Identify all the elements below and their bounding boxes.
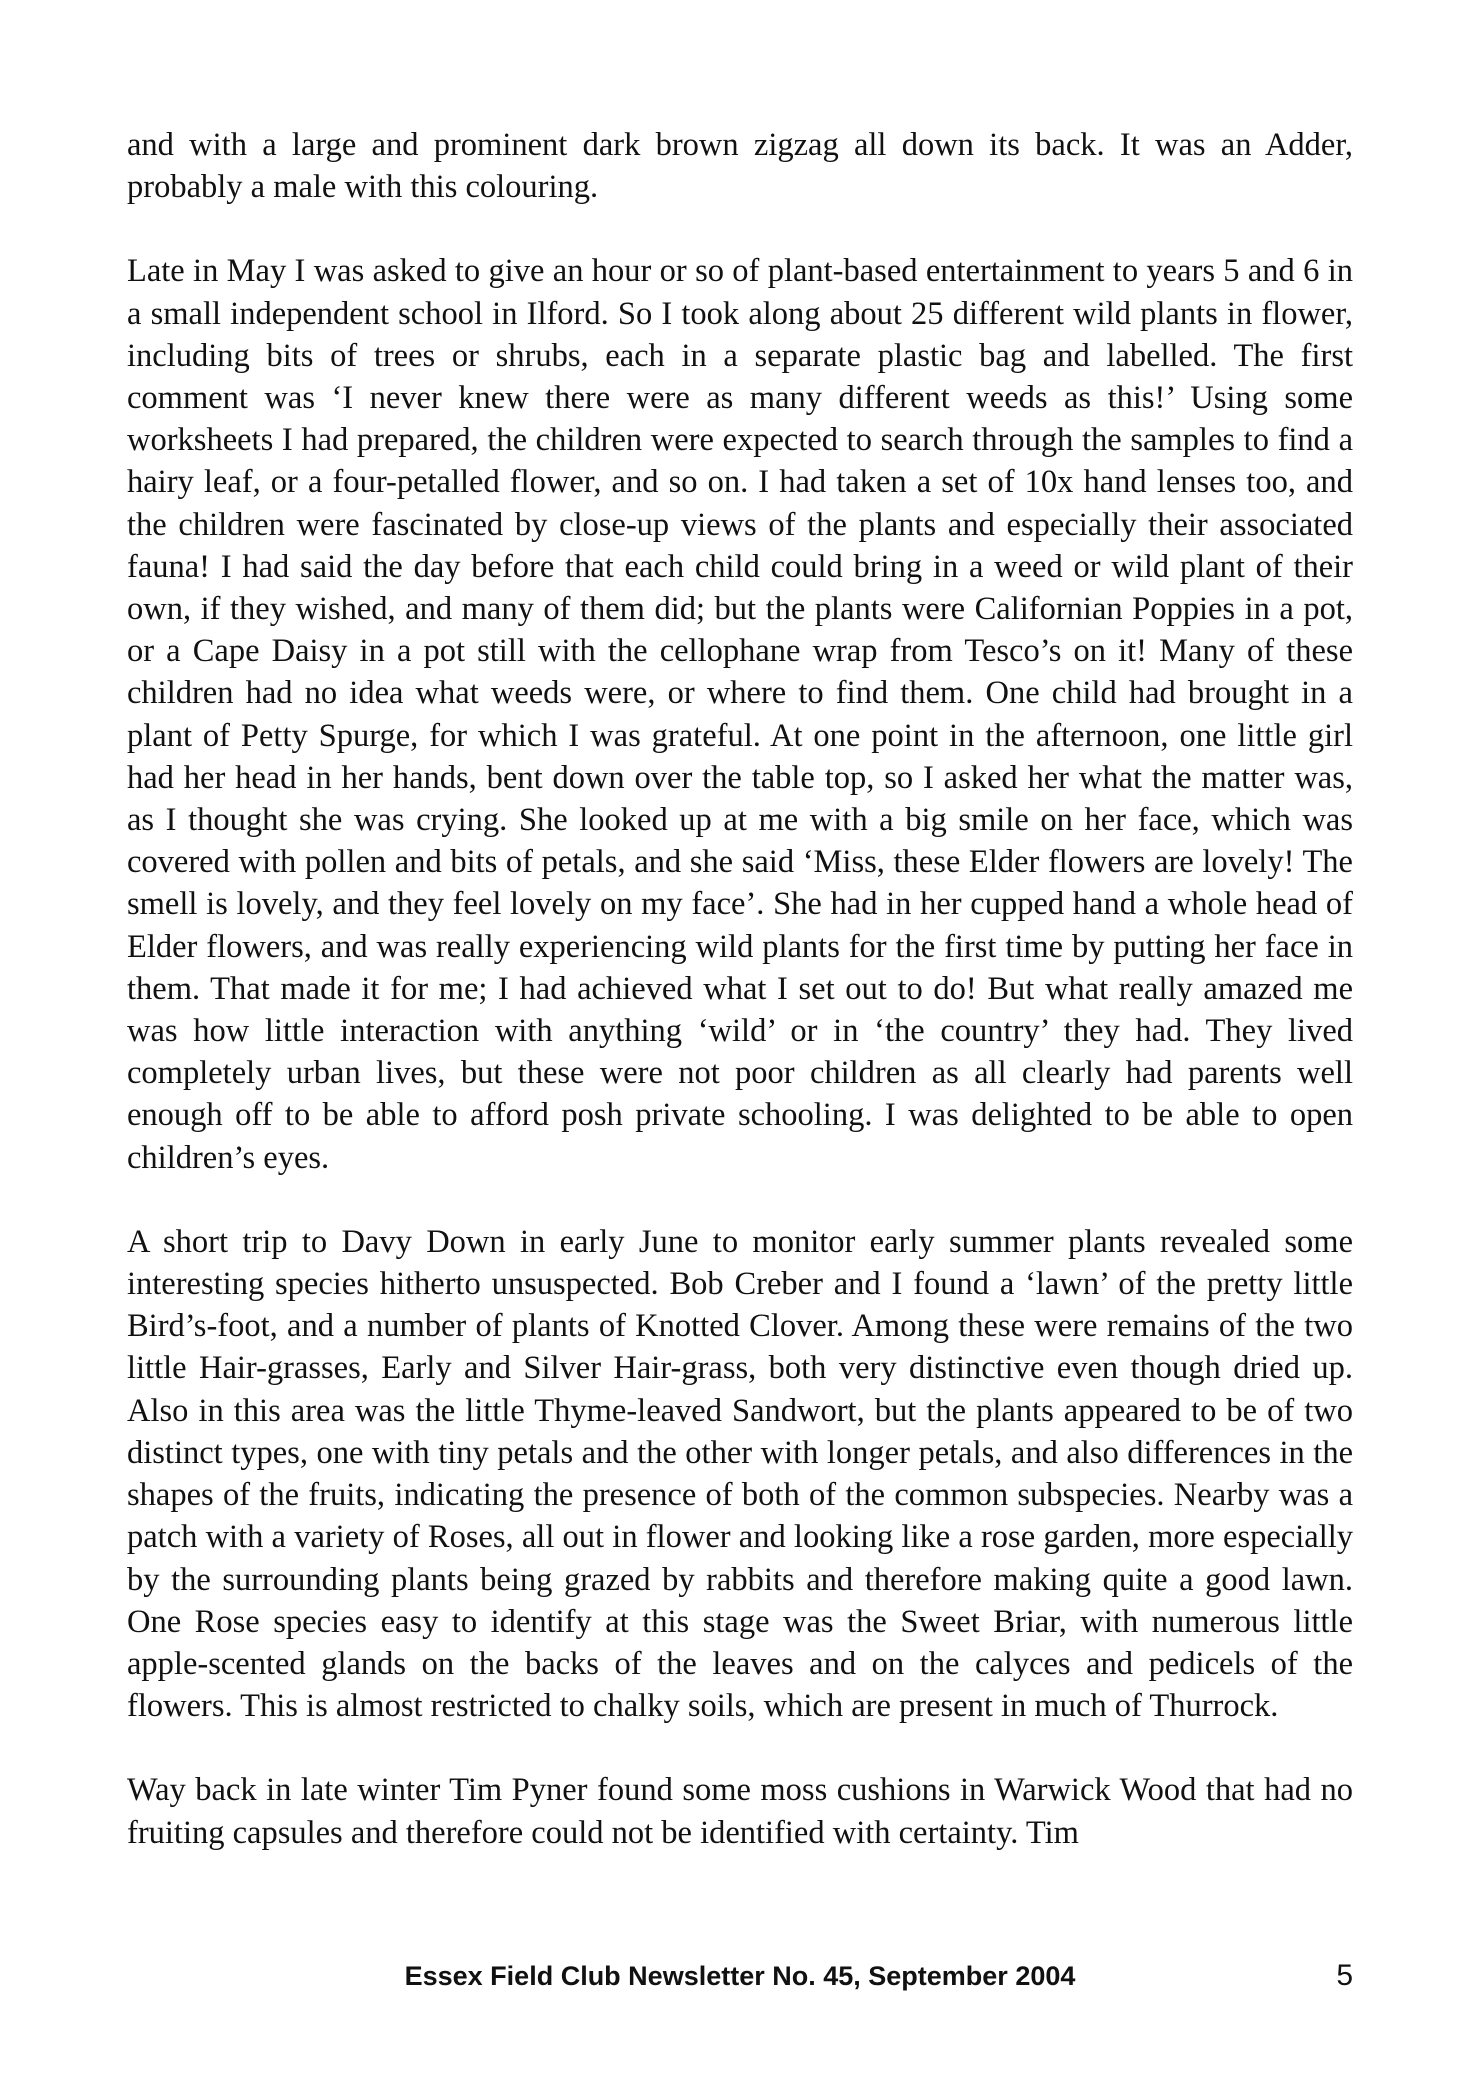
article-body: [127, 124, 1353, 1896]
paragraph-warwick-wood: Way back in late winter Tim Pyner found some moss cushions in Warwick Wood that had no fruiting capsules and therefore could not be identified with certainty. Tim: [127, 1772, 1353, 1851]
paragraph-adder: and with a large and prominent dark brown zigzag all down its back. It was an Adder, probably a male with this colouring.: [127, 127, 1353, 206]
footer-title: Essex Field Club Newsletter No. 45, September 2004: [404, 1961, 1076, 1991]
page-footer: [127, 1958, 1353, 1998]
paragraph-davy-down: A short trip to Davy Down in early June to monitor early summer plants revealed some interesting species hitherto unsuspected. Bob Creber and I found a ‘lawn’ of the pretty little Bird’s-foot, and a number of plants of Knotted Clover. Among these were remains of the two little Hair-grasses, Early and Silver Hair-grass, both very distinctive even though dried up. Also in this area was the little Thyme-leaved Sandwort, but the plants appeared to be of two distinct types, one with tiny petals and the other with longer petals, and also differences in the shapes of the fruits, indicating the presence of both of the common subspecies. Nearby was a patch with a variety of Roses, all out in flower and looking like a rose garden, more especially by the surrounding plants being grazed by rabbits and therefore making quite a good lawn. One Rose species easy to identify at this stage was the Sweet Briar, with numerous little apple-scented glands on the backs of the leaves and on the calyces and pedicels of the flowers. This is almost restricted to chalky soils, which are present in much of Thurrock.: [127, 1223, 1353, 1725]
paragraph-school-visit: Late in May I was asked to give an hour or so of plant-based entertainment to years 5 and 6 in a small independent school in Ilford. So I took along about 25 different wild plants in flower, including bits of trees or shrubs, each in a separate plastic bag and labelled. The first comment was ‘I never knew there were as many different weeds as this!’ Using some worksheets I had prepared, the children were expected to search through the samples to find a hairy leaf, or a four-petalled flower, and so on. I had taken a set of 10x hand lenses too, and the children were fascinated by close-up views of the plants and especially their associated fauna! I had said the day before that each child could bring in a weed or wild plant of their own, if they wished, and many of them did; but the plants were Californian Poppies in a pot, or a Cape Daisy in a pot still with the cellophane wrap from Tesco’s on it! Many of these children had no idea what weeds were, or where to find them. One child had brought in a plant of Petty Spurge, for which I was grateful. At one point in the afternoon, one little girl had her head in her hands, bent down over the table top, so I asked her what the matter was, as I thought she was crying. She looked up at me with a big smile on her face, which was covered with pollen and bits of petals, and she said ‘Miss, these Elder flowers are lovely! The smell is lovely, and they feel lovely on my face’. She had in her cupped hand a whole head of Elder flowers, and was really experiencing wild plants for the first time by putting her face in them. That made it for me; I had achieved what I set out to do! But what really amazed me was how little interaction with anything ‘wild’ or in ‘the country’ they had. They lived completely urban lives, but these were not poor children as all clearly had parents well enough off to be able to afford posh private schooling. I was delighted to be able to open children’s eyes.: [127, 253, 1353, 1176]
page-number: 5: [1336, 1959, 1353, 1992]
